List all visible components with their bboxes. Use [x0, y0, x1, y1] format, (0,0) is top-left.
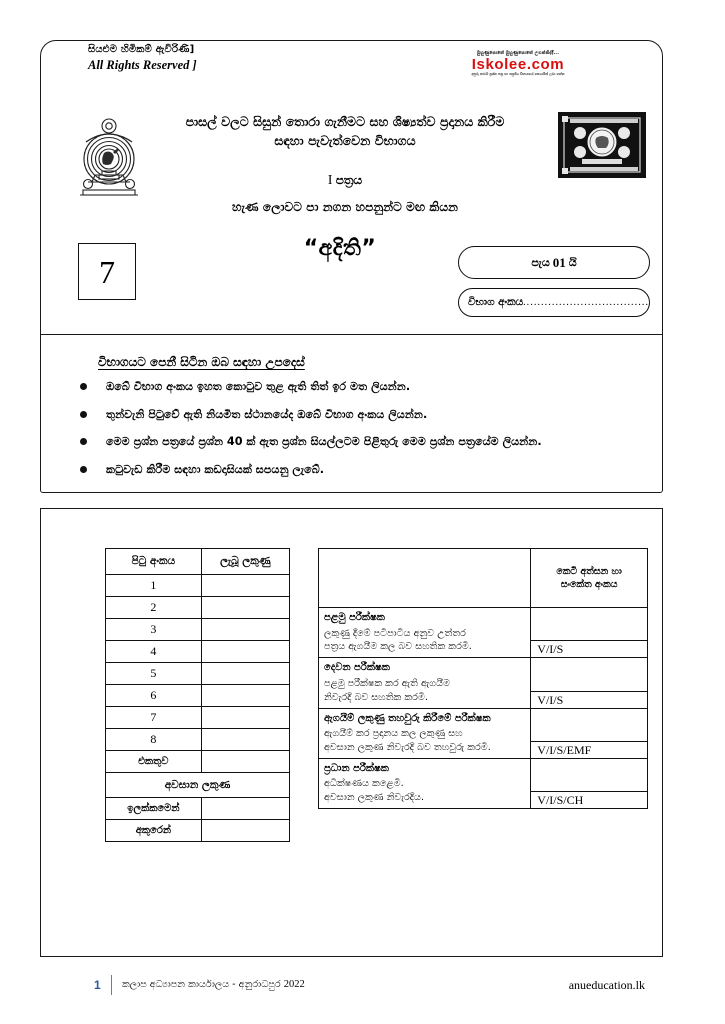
exam-subtitle: හැණ ලොවට පා නගන හපනුන්ට මඟ කියන — [231, 200, 458, 214]
examiner-desc-line1: ලකුණු දීමේ පටිපාටිය අනුව උත්තර — [324, 627, 466, 639]
examiner-role-title: පළමු පරීක්ෂක — [324, 612, 385, 623]
examiner-role-cell — [319, 758, 531, 808]
examiner-header-right-line1: කෙටි අත්සන හා — [556, 565, 622, 577]
score-cell[interactable] — [201, 575, 289, 597]
instructions-heading: විභාගයට පෙනී සිටින ඔබ සඳහා උපදෙස් — [98, 355, 305, 369]
table-row — [106, 575, 290, 597]
footer-office — [122, 979, 305, 990]
page-number-cell: 8 — [106, 729, 202, 751]
bullet-icon — [80, 466, 87, 473]
footer-divider — [111, 975, 112, 995]
in-figures-cell[interactable] — [201, 798, 289, 820]
duration-label-post: යි — [568, 255, 577, 269]
header-instructions-divider — [40, 334, 663, 335]
index-number-label: විභාග අංකය — [468, 296, 524, 308]
in-figures-label: ඉලක්කමෙන් — [106, 798, 202, 820]
score-cell[interactable] — [201, 663, 289, 685]
examiner-signature-cell[interactable] — [531, 758, 648, 808]
examiner-signature-cell[interactable] — [531, 608, 648, 658]
table-row — [319, 708, 648, 758]
rights-notice-english: All Rights Reserved ] — [88, 57, 197, 72]
page-number-cell: 4 — [106, 641, 202, 663]
table-row — [106, 663, 290, 685]
final-mark-label: අවසාන ලකුණ — [106, 773, 290, 798]
index-number-dots: ................................... — [523, 297, 650, 308]
page-number-cell: 2 — [106, 597, 202, 619]
total-score-cell[interactable] — [201, 751, 289, 773]
bullet-icon — [80, 438, 87, 445]
table-row — [106, 820, 290, 842]
examiner-certification-table — [318, 548, 648, 809]
examiner-desc-line1: පළමු පරීක්ෂක කර ඇති ඇගයීම — [324, 677, 450, 689]
watermark-bottom-line: අපුරු පාඩම් ප්‍රශ්න පත්‍ර හා පසුගිය විභාගයේ සොයමින් ලබා ගන්න — [471, 72, 565, 77]
score-cell[interactable] — [201, 619, 289, 641]
score-cell[interactable] — [201, 641, 289, 663]
exam-title-line-2: සඳහා පැවැත්වෙන විභාගය — [274, 133, 416, 149]
instruction-text: තුන්වැනි පිටුවේ ඇති නියමිත ස්ථානයේද ඔබේ විභාග අංකය ලියන්න. — [106, 407, 428, 421]
score-cell[interactable] — [201, 597, 289, 619]
marks-table — [105, 548, 290, 842]
examiner-header-left — [319, 549, 531, 608]
table-row — [319, 549, 648, 608]
page-number-cell: 6 — [106, 685, 202, 707]
footer-website: anueducation.lk — [568, 978, 645, 992]
footer-year: 2022 — [283, 979, 305, 990]
duration-badge — [458, 246, 650, 279]
table-row — [319, 658, 648, 708]
exam-title — [140, 112, 550, 150]
examiner-desc-line1: ඇගයීම් කර ප්‍රදානය කල ලකුණු සහ — [324, 728, 463, 740]
paper-number-word: පත්‍රය — [335, 173, 363, 187]
list-item — [68, 380, 648, 395]
list-item — [68, 408, 648, 423]
watermark-brand: Iskolee.com — [471, 55, 565, 73]
page-number-cell: 1 — [106, 575, 202, 597]
list-item — [68, 463, 648, 478]
examiner-role-title: ඇගයීම් ලකුණු තහවුරු කිරීමේ පරීක්ෂක — [324, 712, 491, 724]
index-number-field[interactable] — [458, 288, 650, 317]
page-number-cell: 3 — [106, 619, 202, 641]
table-row — [106, 798, 290, 820]
examiner-desc-line2: අවසාන ලකුණ නිවැරදිය. — [324, 792, 425, 804]
total-label: එකතුව — [106, 751, 202, 773]
examiner-header-right — [531, 549, 648, 608]
footer-office-name: කලාප අධ්‍යාපන කාර්යාලය - අනුරාධපුර — [122, 979, 281, 990]
examiner-role-title: දෙවන පරීක්ෂක — [324, 662, 390, 674]
page-number-cell: 7 — [106, 707, 202, 729]
in-words-label: අකුරෙන් — [106, 820, 202, 842]
table-row — [106, 729, 290, 751]
table-row — [106, 619, 290, 641]
rights-notice — [88, 44, 197, 73]
rights-notice-sinhala: සියළුම හිමිකම් ඇවිරිණි] — [88, 44, 195, 55]
table-row — [106, 685, 290, 707]
exam-seal-image — [558, 112, 646, 178]
examiner-role-title: ප්‍රධාන පරීක්ෂක — [324, 762, 389, 774]
exam-programme-name: “අදිති” — [303, 236, 377, 261]
grade-box: 7 — [78, 243, 136, 300]
examiner-code: V/I/S/CH — [531, 791, 647, 808]
examiner-desc-line2: නිවැරදි බව සහතික කරමි. — [324, 691, 428, 703]
score-cell[interactable] — [201, 685, 289, 707]
examiner-role-cell — [319, 658, 531, 708]
instruction-text: මෙම ප්‍රශ්න පත්‍රයේ ප්‍රශ්න 40 ක් ඇත ප්‍රශ්න සියල්ලටම පිළිතුරු මෙම ප්‍රශ්න පත්‍රයේම ලියන්න. — [106, 435, 542, 449]
examiner-code: V/I/S — [531, 640, 647, 657]
bullet-icon — [80, 383, 87, 390]
examiner-desc-line1: අධීක්ෂණය කළෙමි. — [324, 778, 404, 790]
examiner-signature-cell[interactable] — [531, 708, 648, 758]
marks-header-score: ලැබූ ලකුණු — [201, 549, 289, 575]
score-cell[interactable] — [201, 707, 289, 729]
table-row — [106, 597, 290, 619]
table-row — [319, 758, 648, 808]
paper-number — [140, 172, 550, 188]
watermark-top-line: මුහුණුපොතේ මුහුණුපොතේ උගන්නිද්දී... — [476, 51, 560, 56]
duration-label-pre: පැය — [531, 255, 550, 269]
list-item — [68, 435, 648, 450]
instruction-text: කටුවැඩ කිරීම සඳහා කඩදාසියක් සපයනු ලැබේ. — [106, 462, 324, 476]
examiner-role-cell — [319, 708, 531, 758]
examiner-desc-line2: අවසාන ලකුණ නිවැරදි බව තහවුරු කරමි. — [324, 742, 491, 754]
page-footer — [40, 976, 663, 998]
table-row — [106, 773, 290, 798]
page-number-cell: 5 — [106, 663, 202, 685]
examiner-role-cell — [319, 608, 531, 658]
iskolee-watermark — [448, 52, 588, 77]
score-cell[interactable] — [201, 729, 289, 751]
table-row — [319, 608, 648, 658]
table-row — [106, 707, 290, 729]
bullet-icon — [80, 411, 87, 418]
footer-page-number: 1 — [94, 978, 101, 992]
paper-number-roman: I — [327, 172, 333, 187]
instructions-list — [68, 380, 648, 490]
examiner-header-right-line2: සංකේත අංකය — [560, 579, 618, 590]
examiner-signature-cell[interactable] — [531, 658, 648, 708]
instruction-text: ඔබේ විභාග අංකය ඉහත කොටුව තුළ ඇති තිත් ඉර මත ලියන්න. — [106, 380, 411, 393]
in-words-cell[interactable] — [201, 820, 289, 842]
duration-value: 01 — [552, 254, 566, 270]
table-row — [106, 751, 290, 773]
marks-header-page: පිටු අංකය — [106, 549, 202, 575]
examiner-code: V/I/S — [531, 691, 647, 708]
exam-title-line-1: පාසල් වලට සිසුන් තොරා ගැනීමට සහ ශිෂ්‍යත්ව ප්‍රදානය කිරීම — [185, 114, 505, 129]
table-row — [106, 641, 290, 663]
examiner-code: V/I/S/EMF — [531, 741, 647, 758]
table-row — [106, 549, 290, 575]
examiner-desc-line2: පත්‍රය ඇගයීම කල බව සහතික කරමි. — [324, 641, 472, 653]
